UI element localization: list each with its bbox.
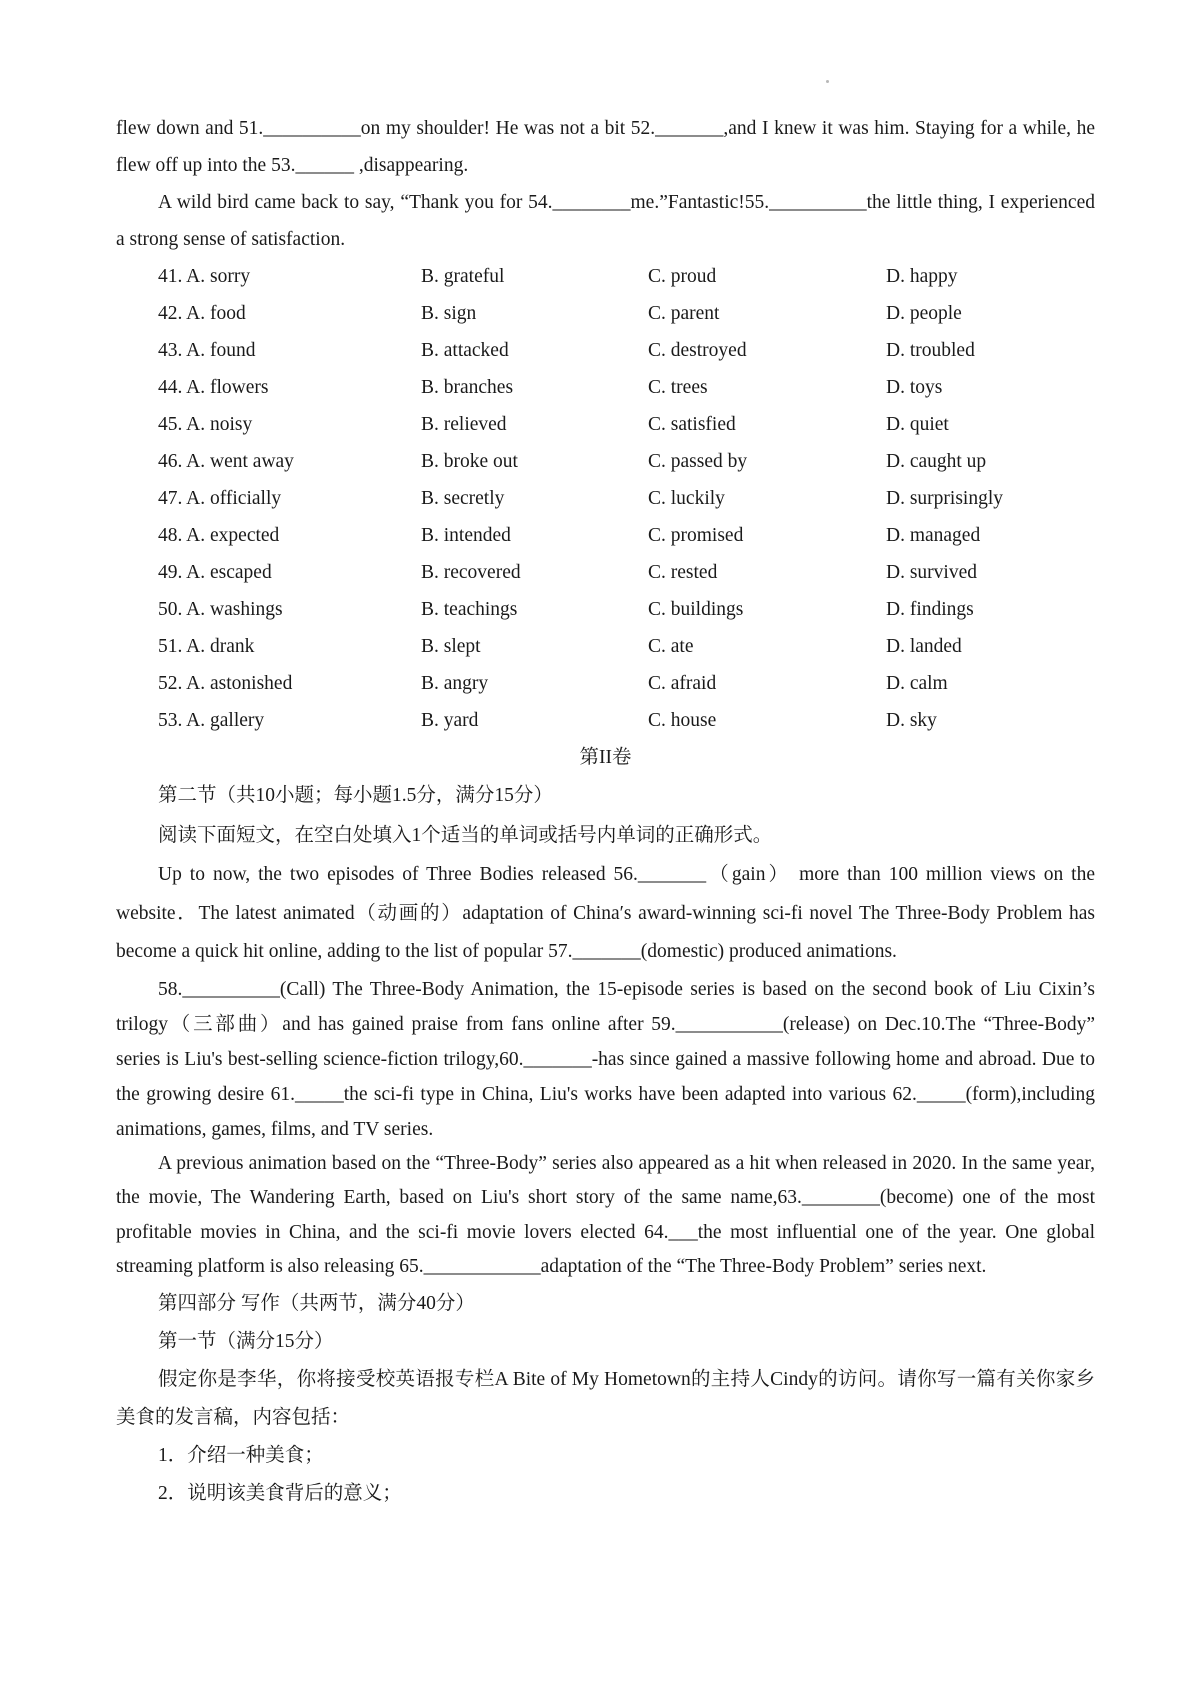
option-c: C. passed by — [648, 451, 748, 472]
option-b: B. intended — [421, 525, 511, 546]
option-row — [116, 332, 1095, 369]
option-c: C. parent — [648, 303, 720, 324]
option-a: 44. A. flowers — [158, 377, 269, 398]
page-speck — [826, 80, 829, 83]
section-heading: 第二节（共10小题；每小题1.5分，满分15分） — [158, 785, 553, 806]
option-b: B. branches — [421, 377, 514, 398]
option-d: D. managed — [886, 525, 981, 546]
option-d: D. troubled — [886, 340, 975, 361]
volume-title: 第II卷 — [579, 747, 632, 768]
option-a: 42. A. food — [158, 303, 246, 324]
passage-paragraph: 58.__________(Call) The Three-Body Animation, the 15-episode series is based on the second book of Liu Cixin’s trilogy（三部曲）and has gained praise from fans online after 59.___________(release) on Dec.10.The “Three-Body” series is Liu's best-selling science-fiction trilogy,60._______-has since gained a massive following home and abroad. Due to the growing desire 61._____the sci-fi type in China, Liu's works have been adapted into various 62._____(form),including animations, games, films, and TV series. — [116, 978, 1095, 1140]
option-b: B. angry — [421, 673, 489, 694]
option-row — [116, 628, 1095, 665]
option-d: D. findings — [886, 599, 974, 620]
option-c: C. ate — [648, 636, 694, 657]
option-row — [116, 295, 1095, 332]
option-a: 45. A. noisy — [158, 414, 253, 435]
option-b: B. sign — [421, 303, 477, 324]
option-a: 41. A. sorry — [158, 266, 251, 287]
option-c: C. rested — [648, 562, 718, 583]
option-d: D. happy — [886, 266, 958, 287]
option-d: D. toys — [886, 377, 943, 398]
option-c: C. luckily — [648, 488, 725, 509]
option-row — [116, 480, 1095, 517]
option-a: 49. A. escaped — [158, 562, 272, 583]
option-a: 46. A. went away — [158, 451, 294, 472]
option-a: 48. A. expected — [158, 525, 280, 546]
option-c: C. promised — [648, 525, 744, 546]
option-b: B. grateful — [421, 266, 505, 287]
option-b: B. recovered — [421, 562, 521, 583]
option-row — [116, 406, 1095, 443]
passage-paragraph: A previous animation based on the “Three-Body” series also appeared as a hit when released in 2020. In the same year, the movie, The Wandering Earth, based on Liu's short story of the same name,63.________(become) one of the most profitable movies in China, and the sci-fi movie lovers elected 64.___the most influential one of the year. One global streaming platform is also releasing 65.____________adaptation of the “The Three-Body Problem” series next. — [116, 1152, 1095, 1277]
option-c: C. house — [648, 710, 717, 731]
option-c: C. buildings — [648, 599, 744, 620]
option-d: D. sky — [886, 710, 937, 731]
option-b: B. slept — [421, 636, 481, 657]
option-b: B. teachings — [421, 599, 518, 620]
option-c: C. afraid — [648, 673, 717, 694]
option-a: 47. A. officially — [158, 488, 282, 509]
passage-paragraph: Up to now, the two episodes of Three Bodies released 56._______（gain） more than 100 million views on the website．The latest animated（动画的）adaptation of China′s award-winning sci-fi novel The Three-Body Problem has become a quick hit online, adding to the list of popular 57._______(domestic) produced animations. — [116, 864, 1095, 962]
option-b: B. secretly — [421, 488, 505, 509]
option-d: D. surprisingly — [886, 488, 1003, 509]
answer-options — [116, 258, 1095, 739]
option-c: C. satisfied — [648, 414, 736, 435]
passage-paragraph: A wild bird came back to say, “Thank you for 54.________me.”Fantastic!55.__________the little thing, I experienced a strong sense of satisfaction. — [116, 192, 1095, 250]
section-instruction: 阅读下面短文，在空白处填入1个适当的单词或括号内单词的正确形式。 — [158, 825, 773, 846]
part-heading: 第四部分 写作（共两节，满分40分） — [158, 1292, 475, 1314]
option-a: 52. A. astonished — [158, 673, 293, 694]
option-d: D. survived — [886, 562, 977, 583]
option-d: D. caught up — [886, 451, 987, 472]
writing-prompt: 假定你是李华，你将接受校英语报专栏A Bite of My Hometown的主持人Cindy的访问。请你写一篇有关你家乡美食的发言稿，内容包括： — [116, 1368, 1095, 1428]
option-b: B. attacked — [421, 340, 509, 361]
option-row — [116, 369, 1095, 406]
option-a: 50. A. washings — [158, 599, 283, 620]
option-d: D. calm — [886, 673, 948, 694]
option-row — [116, 702, 1095, 739]
option-c: C. proud — [648, 266, 717, 287]
option-b: B. broke out — [421, 451, 518, 472]
option-a: 51. A. drank — [158, 636, 255, 657]
section-heading: 第一节（满分15分） — [158, 1330, 334, 1352]
option-a: 53. A. gallery — [158, 710, 265, 731]
option-c: C. trees — [648, 377, 708, 398]
option-d: D. people — [886, 303, 962, 324]
option-row — [116, 258, 1095, 295]
passage-paragraph: flew down and 51.__________on my shoulder! He was not a bit 52._______,and I knew it was him. Staying for a while, he flew off up into the 53.______ ,disappearing. — [116, 118, 1095, 176]
option-b: B. relieved — [421, 414, 507, 435]
cloze-passage — [116, 856, 1095, 1285]
option-row — [116, 591, 1095, 628]
option-row — [116, 665, 1095, 702]
writing-point: 2．说明该美食背后的意义； — [158, 1482, 402, 1504]
option-d: D. quiet — [886, 414, 949, 435]
option-row — [116, 554, 1095, 591]
writing-point: 1．介绍一种美食； — [158, 1444, 324, 1466]
option-row — [116, 517, 1095, 554]
exam-page — [116, 110, 1095, 1513]
option-c: C. destroyed — [648, 340, 747, 361]
option-row — [116, 443, 1095, 480]
option-a: 43. A. found — [158, 340, 256, 361]
option-b: B. yard — [421, 710, 479, 731]
option-d: D. landed — [886, 636, 962, 657]
